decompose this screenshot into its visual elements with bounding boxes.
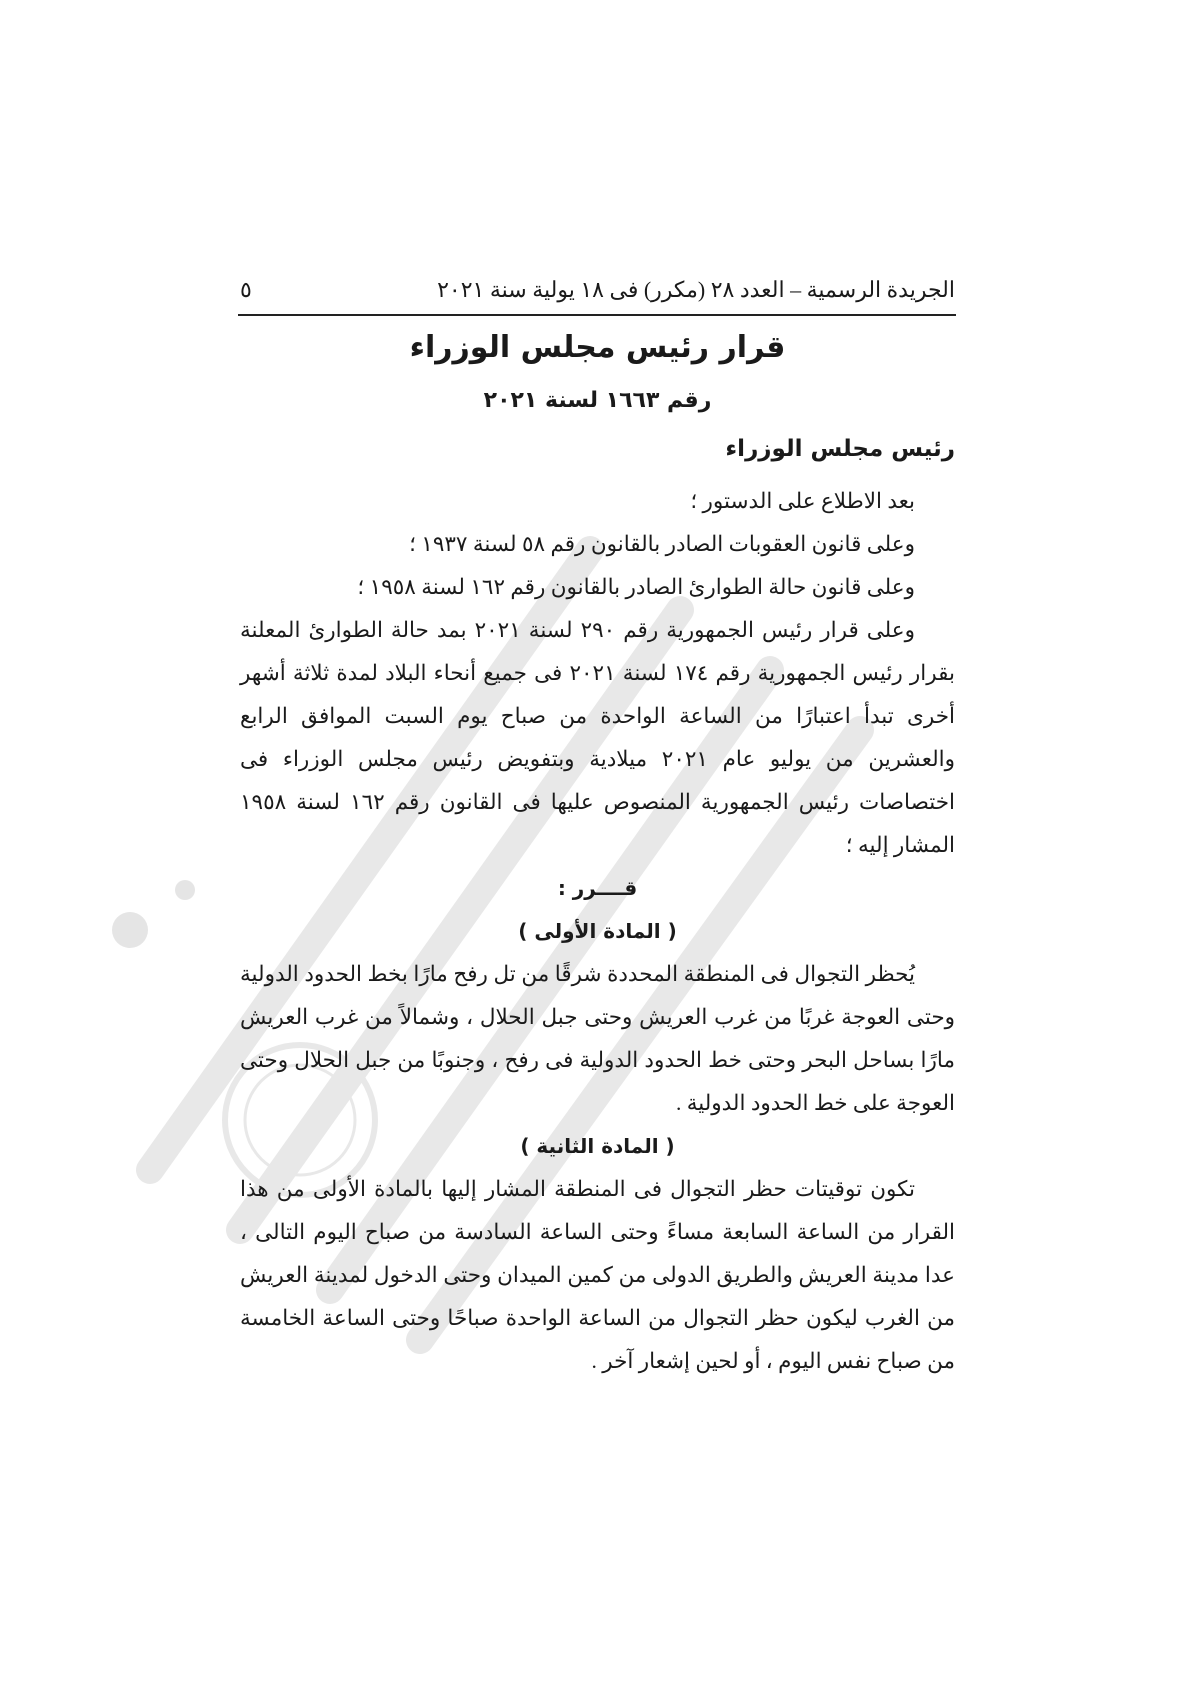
article-heading: ( المادة الأولى )	[518, 919, 677, 943]
article-text: تكون توقيتات حظر التجوال فى المنطقة المشار إليها بالمادة الأولى من هذا القرار من الساعة السابعة مساءً وحتى الساعة السادسة من صباح اليوم التالى ، عدا مدينة العريش والطريق الدولى من كمين الميدان وحتى الدخول لمدينة العريش من الغرب ليكون حظر التجوال من الساعة الواحدة صباحًا وحتى الساعة الخامسة من صباح نفس اليوم ، أو لحين إشعار آخر .	[240, 1177, 955, 1373]
article-heading: ( المادة الثانية )	[520, 1134, 675, 1158]
decision-title: قرار رئيس مجلس الوزراء	[409, 330, 786, 365]
gazette-issue-title: الجريدة الرسمية – العدد ٢٨ (مكرر) فى ١٨ يولية سنة ٢٠٢١	[437, 277, 955, 302]
decided-label: قــــرر :	[557, 876, 638, 900]
header-divider	[238, 314, 956, 316]
article-text: يُحظر التجوال فى المنطقة المحددة شرقًا من تل رفح مارًا بخط الحدود الدولية وحتى العوجة غربًا من غرب العريش وحتى جبل الحلال ، وشمالاً من غرب العريش مارًا بساحل البحر وحتى خط الحدود الدولية فى رفح ، وجنوبًا من جبل الحلال وحتى العوجة على خط الحدود الدولية .	[240, 962, 955, 1115]
preamble-item: وعلى قرار رئيس الجمهورية رقم ٢٩٠ لسنة ٢٠٢١ بمد حالة الطوارئ المعلنة بقرار رئيس الجمهورية رقم ١٧٤ لسنة ٢٠٢١ فى جميع أنحاء البلاد لمدة ثلاثة أشهر أخرى تبدأ اعتبارًا من الساعة الواحدة من صباح يوم السبت الموافق الرابع والعشرين من يوليو عام ٢٠٢١ ميلادية وبتفويض رئيس مجلس الوزراء فى اختصاصات رئيس الجمهورية المنصوص عليها فى القانون رقم ١٦٢ لسنة ١٩٥٨ المشار إليه ؛	[240, 618, 955, 857]
page-number: ٥	[240, 277, 252, 302]
preamble-item: وعلى قانون حالة الطوارئ الصادر بالقانون رقم ١٦٢ لسنة ١٩٥٨ ؛	[357, 575, 915, 599]
issuer-heading: رئيس مجلس الوزراء	[725, 436, 955, 462]
gazette-header	[240, 270, 955, 310]
decision-number: رقم ١٦٦٣ لسنة ٢٠٢١	[483, 388, 712, 413]
preamble-item: بعد الاطلاع على الدستور ؛	[690, 489, 915, 513]
decision-body	[240, 480, 955, 1383]
preamble-item: وعلى قانون العقوبات الصادر بالقانون رقم ٥٨ لسنة ١٩٣٧ ؛	[409, 532, 915, 556]
